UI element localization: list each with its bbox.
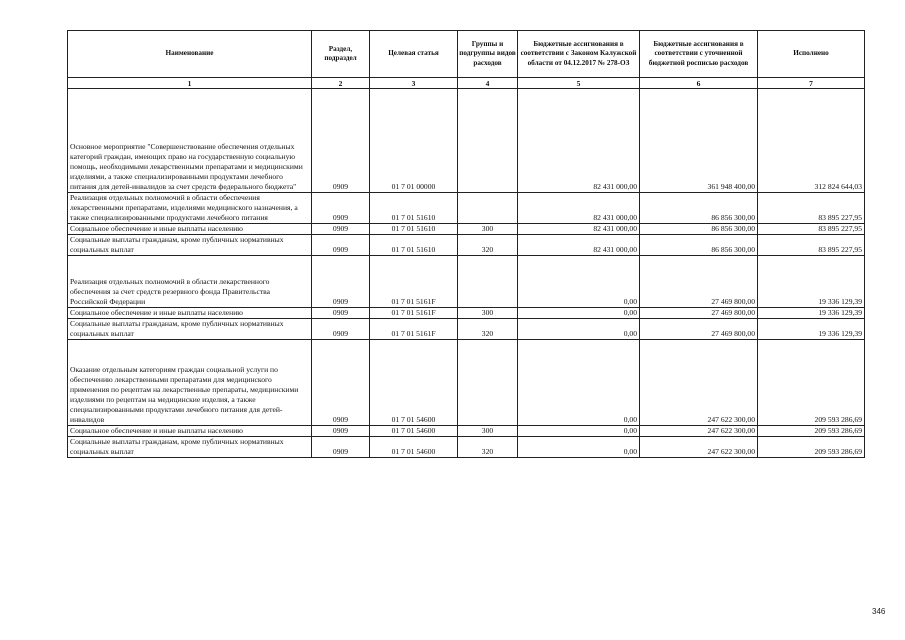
- row-name: Реализация отдельных полномочий в области лекарственного обеспечения за счет средств резервного фонда Правительства Российской Федерации: [68, 256, 312, 308]
- row-refined: 27 469 800,00: [640, 256, 758, 308]
- row-target: 01 7 01 54600: [370, 340, 458, 426]
- table-row: [68, 340, 865, 426]
- page-number: 346: [872, 607, 886, 616]
- row-group: 300: [458, 308, 518, 319]
- row-name: Социальные выплаты гражданам, кроме публичных нормативных социальных выплат: [68, 437, 312, 458]
- column-number: 1: [68, 78, 312, 89]
- row-name: Реализация отдельных полномочий в области обеспечения лекарственными препаратами, изделиями медицинского назначения, а также специализированными продуктами лечебного питания: [68, 193, 312, 224]
- row-law: 0,00: [518, 426, 640, 437]
- row-executed: 19 336 129,39: [758, 308, 865, 319]
- row-executed: 312 824 644,03: [758, 89, 865, 193]
- table-row: [68, 89, 865, 193]
- row-executed: 83 895 227,95: [758, 224, 865, 235]
- column-number: 5: [518, 78, 640, 89]
- table-row: [68, 256, 865, 308]
- header-name: Наименование: [68, 31, 312, 78]
- table-row: [68, 319, 865, 340]
- row-target: 01 7 01 5161F: [370, 319, 458, 340]
- row-refined: 86 856 300,00: [640, 235, 758, 256]
- row-target: 01 7 01 00000: [370, 89, 458, 193]
- row-section: 0909: [312, 193, 370, 224]
- row-name: Социальные выплаты гражданам, кроме публичных нормативных социальных выплат: [68, 235, 312, 256]
- row-refined: 86 856 300,00: [640, 193, 758, 224]
- row-target: 01 7 01 5161F: [370, 308, 458, 319]
- row-section: 0909: [312, 319, 370, 340]
- row-group: 320: [458, 319, 518, 340]
- row-group: [458, 193, 518, 224]
- row-refined: 27 469 800,00: [640, 308, 758, 319]
- row-target: 01 7 01 51610: [370, 235, 458, 256]
- header-row: [68, 31, 865, 78]
- budget-table: [67, 30, 865, 458]
- row-group: [458, 89, 518, 193]
- table-row: [68, 437, 865, 458]
- row-law: 82 431 000,00: [518, 193, 640, 224]
- row-target: 01 7 01 51610: [370, 193, 458, 224]
- column-number: 7: [758, 78, 865, 89]
- row-section: 0909: [312, 235, 370, 256]
- table-row: [68, 193, 865, 224]
- row-law: 0,00: [518, 319, 640, 340]
- table-row: [68, 224, 865, 235]
- table-row: [68, 308, 865, 319]
- column-number: 6: [640, 78, 758, 89]
- column-number: 3: [370, 78, 458, 89]
- row-refined: 361 948 400,00: [640, 89, 758, 193]
- row-refined: 247 622 300,00: [640, 437, 758, 458]
- header-executed: Исполнено: [758, 31, 865, 78]
- column-number-row: [68, 78, 865, 89]
- row-law: 82 431 000,00: [518, 235, 640, 256]
- row-executed: 19 336 129,39: [758, 256, 865, 308]
- row-law: 0,00: [518, 308, 640, 319]
- row-law: 0,00: [518, 340, 640, 426]
- row-executed: 209 593 286,69: [758, 340, 865, 426]
- table-row: [68, 426, 865, 437]
- header-group: Группы и подгруппы видов расходов: [458, 31, 518, 78]
- row-group: 320: [458, 235, 518, 256]
- row-law: 0,00: [518, 256, 640, 308]
- row-executed: 83 895 227,95: [758, 193, 865, 224]
- row-law: 82 431 000,00: [518, 224, 640, 235]
- row-executed: 209 593 286,69: [758, 437, 865, 458]
- row-name: Основное мероприятие "Совершенствование обеспечения отдельных категорий граждан, имеющих право на государственную социальную помощь, необходимыми лекарственными препаратами и медицинскими изделиями, а также специализированными продуктами лечебного питания для детей-инвалидов за счет средств федерального бюджета": [68, 89, 312, 193]
- row-name: Социальное обеспечение и иные выплаты населению: [68, 224, 312, 235]
- row-group: 300: [458, 426, 518, 437]
- row-section: 0909: [312, 308, 370, 319]
- row-section: 0909: [312, 426, 370, 437]
- row-section: 0909: [312, 89, 370, 193]
- row-section: 0909: [312, 437, 370, 458]
- header-target: Целевая статья: [370, 31, 458, 78]
- row-law: 82 431 000,00: [518, 89, 640, 193]
- row-executed: 83 895 227,95: [758, 235, 865, 256]
- row-name: Социальное обеспечение и иные выплаты населению: [68, 426, 312, 437]
- row-law: 0,00: [518, 437, 640, 458]
- row-target: 01 7 01 54600: [370, 437, 458, 458]
- row-executed: 209 593 286,69: [758, 426, 865, 437]
- header-law: Бюджетные ассигнования в соответствии с Законом Калужской области от 04.12.2017 № 278-ОЗ: [518, 31, 640, 78]
- row-target: 01 7 01 51610: [370, 224, 458, 235]
- row-executed: 19 336 129,39: [758, 319, 865, 340]
- table-row: [68, 235, 865, 256]
- row-name: Социальные выплаты гражданам, кроме публичных нормативных социальных выплат: [68, 319, 312, 340]
- header-refined: Бюджетные ассигнования в соответствии с уточненной бюджетной росписью расходов: [640, 31, 758, 78]
- row-name: Оказание отдельным категориям граждан социальной услуги по обеспечению лекарственными препаратами для медицинского применения по рецептам на лекарственные препараты, медицинскими изделиями по рецептам на медицинские изделия, а также специализированными продуктами лечебного питания для детей-инвалидов: [68, 340, 312, 426]
- row-refined: 86 856 300,00: [640, 224, 758, 235]
- column-number: 2: [312, 78, 370, 89]
- column-number: 4: [458, 78, 518, 89]
- row-target: 01 7 01 5161F: [370, 256, 458, 308]
- row-target: 01 7 01 54600: [370, 426, 458, 437]
- row-group: 320: [458, 437, 518, 458]
- row-name: Социальное обеспечение и иные выплаты населению: [68, 308, 312, 319]
- row-section: 0909: [312, 340, 370, 426]
- row-refined: 247 622 300,00: [640, 340, 758, 426]
- row-refined: 247 622 300,00: [640, 426, 758, 437]
- row-group: 300: [458, 224, 518, 235]
- header-section: Раздел, подраздел: [312, 31, 370, 78]
- row-group: [458, 256, 518, 308]
- row-section: 0909: [312, 224, 370, 235]
- row-section: 0909: [312, 256, 370, 308]
- row-refined: 27 469 800,00: [640, 319, 758, 340]
- row-group: [458, 340, 518, 426]
